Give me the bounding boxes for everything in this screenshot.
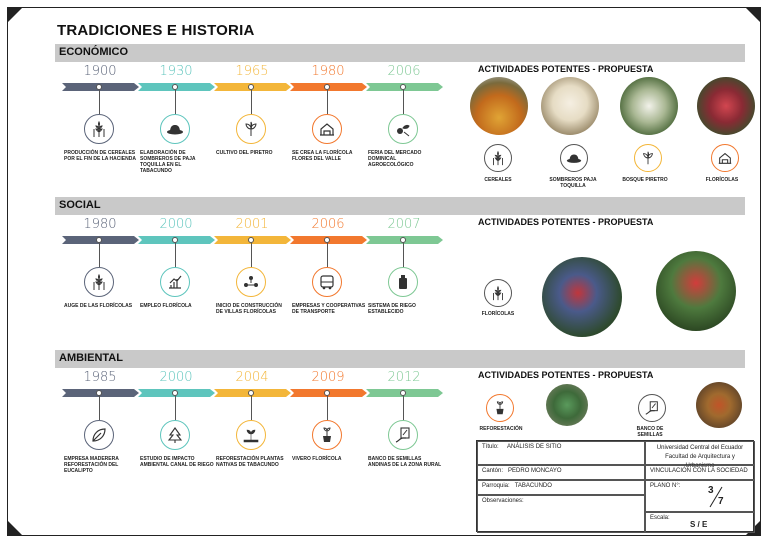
activity-photo <box>546 384 588 426</box>
section-heading: AMBIENTAL <box>59 352 123 364</box>
plano-cell <box>645 480 755 512</box>
faculty-name: Facultad de Arquitectura y Urbanismo <box>665 454 735 469</box>
timeline-caption: BANCO DE SEMILLAS ANDINAS DE LA ZONA RURAL <box>368 456 442 468</box>
section-heading: ECONÓMICO <box>59 46 129 58</box>
parroquia-value: TABACUNDO <box>514 483 552 489</box>
timeline-year: 1930 <box>159 64 193 79</box>
escala-label: Escala: <box>650 515 670 521</box>
hat-icon <box>560 144 588 172</box>
timeline-year: 2006 <box>311 217 345 232</box>
timeline-connector <box>403 396 404 420</box>
activity-photo <box>541 77 599 135</box>
timeline-year: 2007 <box>387 217 421 232</box>
timeline-caption: PRODUCCIÓN DE CEREALES POR EL FIN DE LA HACIENDA <box>64 150 136 162</box>
growth-icon <box>160 267 190 297</box>
produce-icon <box>388 114 418 144</box>
wheat-icon <box>84 267 114 297</box>
section-band-2 <box>55 350 745 368</box>
plano-label: PLANO N°: <box>650 483 681 489</box>
timeline-connector <box>99 396 100 420</box>
timeline-year: 2004 <box>235 370 269 385</box>
section-band-1 <box>55 197 745 215</box>
timeline-connector <box>251 243 252 267</box>
activity-photo <box>696 382 742 428</box>
wheat-icon <box>84 114 114 144</box>
greenhouse-icon <box>312 114 342 144</box>
titulo-cell <box>477 441 645 465</box>
timeline-caption: ESTUDIO DE IMPACTO AMBIENTAL CANAL DE RIEGO <box>140 456 214 468</box>
timeline-year: 2000 <box>159 217 193 232</box>
observaciones-cell <box>477 495 645 533</box>
canton-cell <box>477 465 645 480</box>
bus-icon <box>312 267 342 297</box>
timeline-caption: SISTEMA DE RIEGO ESTABLECIDO <box>368 303 416 315</box>
timeline-year: 2001 <box>235 217 269 232</box>
plant-book-icon <box>236 420 266 450</box>
activity-label: FLORÍCOLAS <box>705 177 739 183</box>
timeline-connector <box>175 396 176 420</box>
timeline-caption: ELABORACIÓN DE SOMBREROS DE PAJA TOQUILLA EN EL TABACUNDO <box>140 150 196 174</box>
activity-photo <box>620 77 678 135</box>
plano-total: 7 <box>718 496 724 507</box>
activity-photo <box>542 257 622 337</box>
titulo-label: Título: <box>482 444 499 450</box>
vinculacion-text: VINCULACIÓN CON LA SOCIEDAD <box>650 468 748 474</box>
timeline-caption: REFORESTACIÓN PLANTAS NATIVAS DE TABACUNDO <box>216 456 284 468</box>
timeline-year: 1900 <box>83 64 117 79</box>
timeline-connector <box>403 243 404 267</box>
timeline-year: 2009 <box>311 370 345 385</box>
canton-value: PEDRO MONCAYO <box>508 468 562 474</box>
timeline-connector <box>327 243 328 267</box>
hat-icon <box>160 114 190 144</box>
community-icon <box>236 267 266 297</box>
page-title: TRADICIONES E HISTORIA <box>57 22 255 39</box>
canton-label: Cantón: <box>482 468 504 474</box>
timeline-year: 2000 <box>159 370 193 385</box>
timeline-caption: EMPRESAS Y COOPERATIVAS DE TRANSPORTE <box>292 303 366 315</box>
parroquia-cell <box>477 480 645 495</box>
timeline-connector <box>327 90 328 114</box>
activity-photo <box>697 77 755 135</box>
timeline-caption: SE CREA LA FLORÍCOLA FLORES DEL VALLE <box>292 150 353 162</box>
activities-title: ACTIVIDADES POTENTES - PROPUESTA <box>478 64 654 74</box>
section-band-0 <box>55 44 745 62</box>
corner-mark <box>8 8 22 22</box>
timeline-year: 1985 <box>83 370 117 385</box>
timeline-caption: CULTIVO DEL PIRETRO <box>216 150 273 156</box>
activity-label: FLORÍCOLAS <box>481 311 515 317</box>
titulo-value: ANÁLISIS DE SITIO <box>507 444 562 450</box>
timeline-caption: VIVERO FLORÍCOLA <box>292 456 342 462</box>
timeline-connector <box>99 90 100 114</box>
seedling-icon <box>312 420 342 450</box>
timeline-year: 2006 <box>387 64 421 79</box>
timeline-connector <box>175 90 176 114</box>
timeline-connector <box>251 396 252 420</box>
greenhouse-icon <box>711 144 739 172</box>
leaf-icon <box>84 420 114 450</box>
timeline-caption: INICIO DE CONSTRUCCIÓN DE VILLAS FLORÍCOLAS <box>216 303 282 315</box>
activities-title: ACTIVIDADES POTENTES - PROPUESTA <box>478 217 654 227</box>
timeline-caption: AUGE DE LAS FLORÍCOLAS <box>64 303 133 309</box>
escala-cell <box>645 512 755 533</box>
activity-label: BOSQUE PIRETRO <box>622 177 668 183</box>
timeline-year: 1965 <box>235 64 269 79</box>
seedling-icon <box>486 394 514 422</box>
fraction-slash <box>706 485 728 509</box>
title-block <box>476 440 754 532</box>
activity-label: CEREALES <box>484 177 512 183</box>
wheat-icon <box>484 279 512 307</box>
timeline-caption: FERIA DEL MERCADO DOMINICAL AGROECOLÓGICO <box>368 150 422 168</box>
timeline-caption: EMPRESA MADERERA REFORESTACIÓN DEL EUCALIPTO <box>64 456 119 474</box>
timeline-caption: EMPLEO FLORÍCOLA <box>140 303 192 309</box>
timeline-year: 2012 <box>387 370 421 385</box>
corner-mark <box>746 8 760 22</box>
activity-label: SOMBREROS PAJA TOQUILLA <box>549 177 597 189</box>
corner-mark <box>8 521 22 535</box>
activity-photo <box>470 77 528 135</box>
timeline-connector <box>403 90 404 114</box>
escala-value: S / E <box>690 520 708 529</box>
timeline-year: 1980 <box>311 64 345 79</box>
timeline-connector <box>175 243 176 267</box>
activities-title: ACTIVIDADES POTENTES - PROPUESTA <box>478 370 654 380</box>
pine-tree-icon <box>160 420 190 450</box>
timeline-connector <box>251 90 252 114</box>
wheat-icon <box>484 144 512 172</box>
flower-icon <box>236 114 266 144</box>
activity-label: BANCO DE SEMILLAS <box>636 426 664 438</box>
observaciones-label: Observaciones: <box>482 498 524 504</box>
vinculacion-cell <box>645 465 755 480</box>
timeline-connector <box>99 243 100 267</box>
timeline-connector <box>327 396 328 420</box>
seed-bank-icon <box>388 420 418 450</box>
university-cell <box>645 441 755 469</box>
timeline-year: 1980 <box>83 217 117 232</box>
activity-photo <box>656 251 736 331</box>
seed-bank-icon <box>638 394 666 422</box>
activity-label: REFORESTACIÓN <box>479 426 523 432</box>
parroquia-label: Parroquia: <box>482 483 510 489</box>
plano-number: 3 <box>708 485 714 496</box>
university-name: Universidad Central del Ecuador <box>656 445 744 451</box>
flower-icon <box>634 144 662 172</box>
water-tank-icon <box>388 267 418 297</box>
section-heading: SOCIAL <box>59 199 101 211</box>
